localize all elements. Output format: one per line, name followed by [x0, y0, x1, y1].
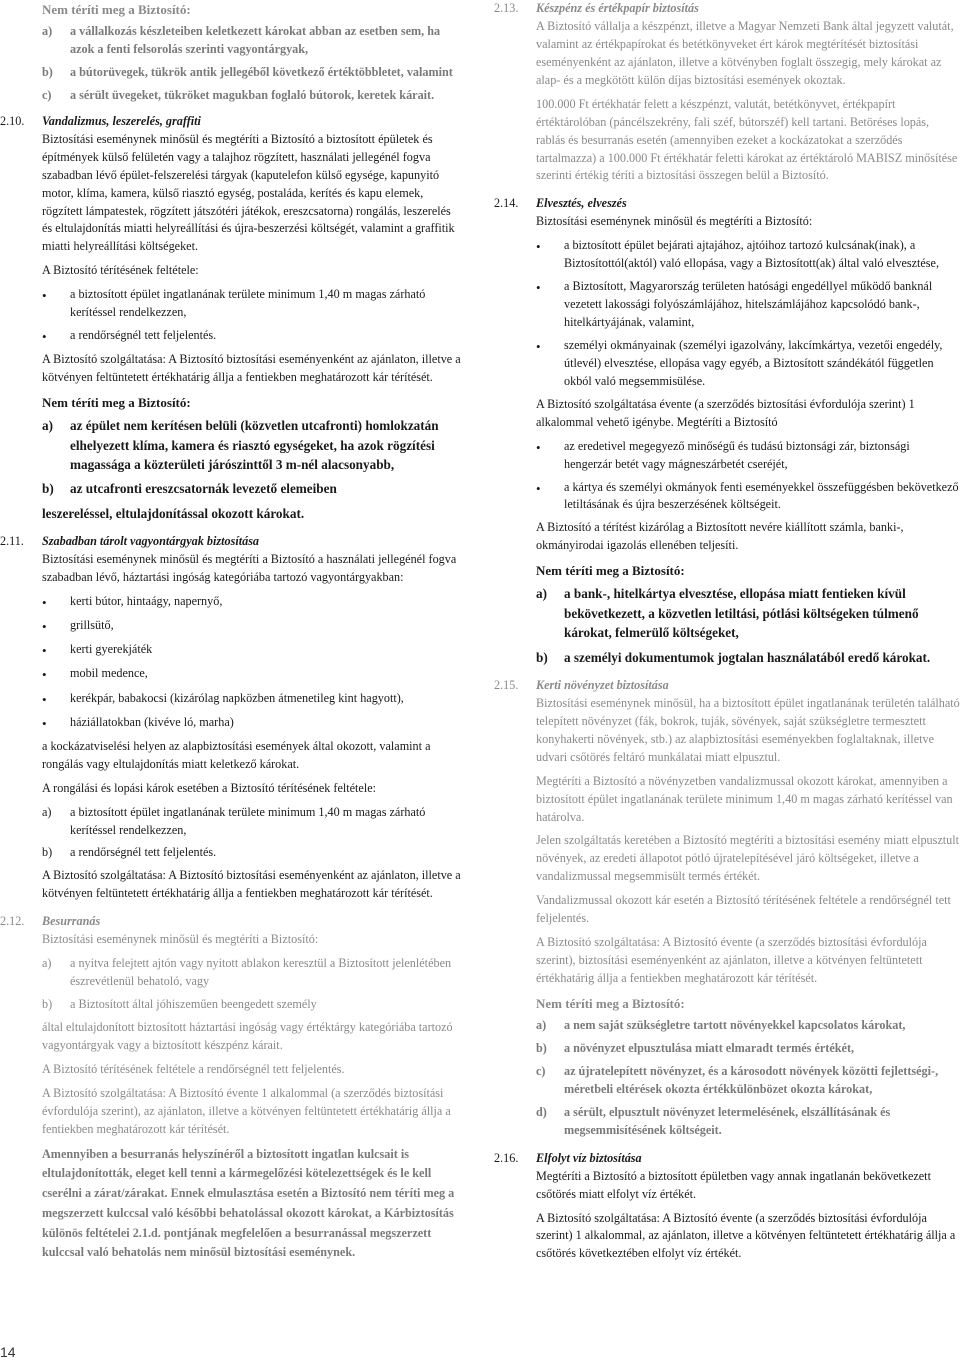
right-column	[494, 0, 960, 1269]
bullet-icon: •	[536, 280, 541, 296]
item-marker: b)	[42, 64, 53, 79]
bullet-item	[42, 690, 462, 709]
paragraph: A Biztosító szolgáltatása: A Biztosító biztosítási eseményenként az ajánlaton, illetve a kötvényen feltüntetett értékhatárig állja a fentiekben meghatározott kár térítését.	[42, 352, 461, 385]
section-number: 2.13.	[494, 1, 519, 15]
item-text: a bútorüvegek, tükrök antik jellegéből következő értéktöbbletet, valamint	[70, 64, 453, 79]
bullet-item	[536, 237, 960, 273]
item-marker: a)	[42, 24, 53, 39]
exclusion-heading: Nem téríti meg a Biztosító:	[42, 395, 191, 411]
paragraph: Jelen szolgáltatás keretében a Biztosító megtéríti a biztosítási esemény miatt elpusztult növények, az eredeti állapotot pótló újratelepítésével járó költségeket, illetve a vandalizmussal megsemmisült termés értékét.	[536, 833, 960, 884]
bullet-icon: •	[42, 329, 47, 345]
item-marker: a)	[536, 586, 547, 602]
item-marker: a)	[42, 418, 53, 434]
bullet-item	[42, 286, 462, 322]
item-marker: b)	[42, 845, 53, 860]
bullet-icon: •	[536, 338, 541, 354]
item-marker: a)	[42, 956, 52, 971]
section-title: Elvesztés, elveszés	[536, 196, 627, 211]
item-text: a biztosított épület ingatlanának területe minimum 1,40 m magas zárható kerítéssel rendelkezzen,	[70, 287, 426, 320]
list-item	[42, 804, 462, 840]
list-item	[42, 23, 462, 59]
section-title: Besurranás	[42, 914, 101, 929]
bullet-item	[42, 665, 462, 684]
bullet-icon: •	[536, 239, 541, 255]
list-item	[536, 1104, 960, 1140]
item-text: kerti gyerekjáték	[70, 642, 153, 657]
item-marker: b)	[42, 997, 53, 1012]
paragraph: A Biztosító a térítést kizárólag a Biztosított nevére kiállított számla, banki-, okmányirodai igazolás ellenében teljesíti.	[536, 520, 904, 553]
list-item	[42, 479, 462, 498]
section-heading	[494, 0, 960, 18]
item-text: a Biztosított által jóhiszeműen beengedett személy	[70, 997, 317, 1012]
item-text: a nem saját szükségletre tartott növényekkel kapcsolatos károkat,	[564, 1018, 906, 1033]
item-text: a nyitva felejtett ajtón vagy nyitott ablakon keresztül a Biztosított jelenlétében észrevétlenül behatoló, vagy	[70, 956, 452, 989]
section-heading	[0, 113, 462, 131]
paragraph: által eltulajdonított biztosított háztartási ingóság vagy értéktárgy kategóriába tartozó vagyontárgyak vagy a biztosított készpénz kárait.	[42, 1019, 453, 1052]
list-item	[536, 648, 960, 667]
paragraph: leszereléssel, eltulajdonítással okozott károkat.	[42, 505, 305, 521]
section-number: 2.15.	[494, 677, 519, 692]
item-marker: d)	[536, 1104, 547, 1119]
bullet-item	[536, 438, 960, 474]
item-text: az épület nem kerítésen belüli (közvetlen utcafronti) homlokzatán elhelyezett klíma, kamera és riasztó egységeket, ha azok rögzítési magassága a közterületi járószinttől 3 m-nél alacsonyabb,	[70, 418, 439, 473]
paragraph: A Biztosító térítésének feltétele a rendőrségnél tett feljelentés.	[42, 1061, 345, 1076]
bullet-item	[536, 479, 960, 515]
item-text: az újratelepített növényzet, és a károsodott növények közötti fejlettségi-, méretbeli eltérések okozta értékkülönbözet okozta károkat,	[564, 1063, 939, 1096]
item-text: a Biztosított, Magyarország területen hatósági engedéllyel működő banknál vezetett lakossági folyószámlájához, hitelszámlájához kapcsolódó bank-, hitelkártyájának, valamint,	[564, 279, 933, 329]
exclusion-heading: Nem téríti meg a Biztosító:	[536, 563, 685, 579]
item-marker: b)	[536, 649, 548, 665]
bullet-icon: •	[42, 288, 47, 304]
item-text: a rendőrségnél tett feljelentés.	[70, 328, 217, 343]
intro-block	[0, 0, 462, 105]
item-text: a növényzet elpusztulása miatt elmaradt termés értékét,	[564, 1041, 855, 1056]
item-text: a személyi dokumentumok jogtalan használatából eredő károkat.	[564, 649, 931, 665]
item-text: grillsütő,	[70, 618, 114, 633]
list-item	[42, 844, 462, 862]
item-text: mobil medence,	[70, 666, 148, 681]
paragraph: 100.000 Ft értékhatár felett a készpénzt, valutát, betétkönyvet, értékpapírt értéktárolóban (páncélszekrény, fali széf, bútorszéf) kell tartani. Betöréses lopás, rablás és besurranás esetén (amennyiben ezeket a kockázatokat a szerződés tartalmazza) a 100.000 Ft értékhatár feletti károkat az értéktároló MABISZ minősítése szerinti értékig téríti a biztosítási összegen belül a Biztosító.	[536, 96, 958, 183]
paragraph: Amennyiben a besurranás helyszínéről a biztosított ingatlan kulcsait is eltulajdonították, eleget kell tenni a kármegelőzési kötelezettségek és le kell cserélni a zárat/zárakat. Ennek elmulasztása esetén a Biztosító nem téríti meg a megszerzett kulccsal való későbbi behatolással okozott károkat, a Kárbiztosítás különös feltételei 2.1.d. pontjának megfelelően a besurranással megszerzett kulccsal való behatolás nem minősül biztosítási eseménynek.	[42, 1146, 455, 1260]
paragraph: a kockázatviselési helyen az alapbiztosítási események által okozott, valamint a rongálás vagy eltulajdonítás miatt keletkező károkat.	[42, 738, 431, 771]
section-heading	[0, 533, 462, 551]
item-marker: c)	[536, 1063, 546, 1078]
item-text: háziállatokban (kivéve ló, marha)	[70, 714, 234, 729]
item-text: a rendőrségnél tett feljelentés.	[70, 845, 217, 860]
section-title: Vandalizmus, leszerelés, graffiti	[42, 113, 201, 128]
bullet-item	[42, 593, 462, 612]
section-title: Szabadban tárolt vagyontárgyak biztosítása	[42, 534, 260, 549]
item-marker: b)	[536, 1041, 547, 1056]
item-text: a sérült, elpusztult növényzet letermelésének, elszállításának és megsemmisítésének költségeit.	[564, 1104, 891, 1137]
item-text: az eredetivel megegyező minőségű és tudású biztonsági zár, biztonsági hengerzár betét vagy mágneszárbetét cseréjét,	[564, 438, 910, 471]
paragraph: Biztosítási eseménynek minősül, ha a biztosított épület ingatlanának területén található telepített növényzet (fák, bokrok, tuják, sövények, saját szükségletre termesztett konyhakerti növények, stb.) az alapbiztosítási eseményekben foglaltaknak, illetve udvari csőtörés feltáró munkálatai miatt elpusztul.	[536, 695, 960, 764]
bullet-icon: •	[42, 619, 47, 635]
section-heading	[494, 195, 960, 213]
item-text: a biztosított épület ingatlanának területe minimum 1,40 m magas zárható kerítéssel rendelkezzen,	[70, 804, 426, 837]
section-number: 2.11.	[0, 534, 24, 549]
section-heading	[494, 1150, 960, 1168]
bullet-icon: •	[42, 595, 47, 611]
paragraph: A Biztosító szolgáltatása: A Biztosító évente (a szerződés biztosítási évfordulója szerint) 1 alkalommal, az ajánlaton, illetve a kötvényen feltüntetett értékhatárig állja a csőtörés következtében elfolyt víz értékét.	[536, 1210, 956, 1261]
item-text: a kártya és személyi okmányok fenti eseményekkel összefüggésben bekövetkező letiltásának és újra beszerzésének költségeit.	[564, 479, 959, 512]
item-text: kerti bútor, hintaágy, napernyő,	[70, 594, 223, 609]
bullet-item	[536, 337, 960, 391]
paragraph: Biztosítási eseménynek minősül és megtéríti a Biztosító a biztosított épületek és építmények külső felületén vagy a talajhoz rögzített, használati jellegénél fogva szabadban lévő épület-felszerelési tárgyak (kaputelefon külső egysége, kapunyitó motor, klíma, kamera, külső riasztó egység, postaláda, kerítés és kapu elemek, rögzített lámpatestek, rögzített játszótéri játékok, ereszcsatorna) rongálás, leszerelés és eltulajdonítás miatti helyreállítási és újra-beszerzési költségét, valamint a graffitik miatti helyreállítási költségeket.	[42, 131, 455, 254]
item-text: a vállalkozás készleteiben keletkezett károkat abban az esetben sem, ha azok a fenti felsorolás szerinti vagyontárgyak,	[70, 24, 441, 57]
section-number: 2.12.	[0, 914, 25, 929]
intro-heading: Nem téríti meg a Biztosító:	[42, 2, 191, 17]
list-item	[536, 584, 960, 642]
section-title: Elfolyt víz biztosítása	[536, 1150, 642, 1165]
exclusion-heading: Nem téríti meg a Biztosító:	[536, 995, 685, 1011]
section-title: Készpénz és értékpapír biztosítás	[536, 1, 699, 15]
bullet-item	[42, 641, 462, 660]
bullet-item	[536, 278, 960, 332]
paragraph: Biztosítási eseménynek minősül és megtéríti a Biztosító:	[42, 932, 319, 947]
list-item	[42, 87, 462, 105]
left-column	[0, 0, 462, 1269]
page-number: 14	[0, 1344, 16, 1360]
item-marker: b)	[42, 481, 54, 497]
paragraph: Vandalizmussal okozott kár esetén a Biztosító térítésének feltétele a rendőrségnél tett feljelentés.	[536, 893, 951, 926]
list-item	[536, 1063, 960, 1099]
item-text: a biztosított épület bejárati ajtajához, ajtóihoz tartozó kulcsának(inak), a Biztosítottól(aktól) való ellopása, vagy a Biztosított(ak) által való elvesztése,	[564, 238, 939, 271]
paragraph: A Biztosító szolgáltatása: A Biztosító biztosítási eseményenként az ajánlaton, illetve a kötvényen feltüntetett értékhatárig állja a fentiekben meghatározott kár térítését.	[42, 868, 461, 901]
paragraph: A Biztosító szolgáltatása: A Biztosító évente 1 alkalommal (a szerződés biztosítási évfordulója szerint), az ajánlaton, illetve a kötvényen feltüntetett értékhatárig állja a fentiekben meghatározott kár térítését.	[42, 1085, 451, 1136]
section-title: Kerti növényzet biztosítása	[536, 677, 669, 692]
bullet-icon: •	[42, 715, 47, 731]
section-heading	[0, 913, 462, 931]
bullet-icon: •	[536, 439, 541, 455]
section-number: 2.16.	[494, 1150, 519, 1165]
item-text: az utcafronti ereszcsatornák levezető elemeiben	[70, 481, 337, 497]
bullet-icon: •	[536, 480, 541, 496]
paragraph: A rongálási és lopási károk esetében a Biztosító térítésének feltétele:	[42, 780, 377, 795]
bullet-item	[42, 714, 462, 733]
paragraph: A Biztosító szolgáltatása: A Biztosító évente (a szerződés biztosítási évfordulója szerint), biztosítási eseményenként az ajánlaton, illetve a kötvényen feltüntetett értékhatárig állja a fentiekben meghatározott kár térítését.	[536, 935, 927, 986]
list-item	[42, 996, 462, 1014]
item-marker: a)	[536, 1018, 547, 1033]
paragraph: Biztosítási eseménynek minősül és megtéríti a Biztosító a használati jellegénél fogva szabadban lévő, háztartási ingóság kategóriába tartozó vagyontárgyakban:	[42, 552, 457, 585]
item-text: személyi okmányainak (személyi igazolvány, lakcímkártya, vezetői engedély, útlevél) elvesztése, ellopása vagy egyéb, a Biztosított szándékától független okból való megsemmisülése.	[564, 337, 943, 388]
item-marker: c)	[42, 87, 52, 102]
paragraph: A Biztosító térítésének feltétele:	[42, 263, 199, 278]
item-marker: a)	[42, 804, 52, 819]
item-text: kerékpár, babakocsi (kizárólag napközben átmenetileg kint hagyott),	[70, 690, 404, 705]
section-heading	[494, 677, 960, 695]
section-number: 2.10.	[0, 113, 25, 128]
list-item	[42, 64, 462, 82]
item-text: a sérült üvegeket, tükröket magukban foglaló bútorok, keretek kárait.	[70, 87, 435, 102]
paragraph: A Biztosító vállalja a készpénzt, illetve a Magyar Nemzeti Bank által jegyzett valutát, valamint az értékpapírokat és betétkönyveket ért károk megtérítését biztosítási eseményenként az ajánlaton, illetve a kötvényben foglalt összegig, mely károkat az alap- és a megkötött külön díjas biztosítási események okoztak.	[536, 18, 954, 87]
list-item	[42, 955, 462, 991]
list-item	[536, 1017, 960, 1035]
bullet-item	[42, 617, 462, 636]
item-text: a bank-, hitelkártya elvesztése, ellopása miatt fentieken kívül bekövetkezett, a közvetlen letiltási, pótlási költségeken túlmenő károkat, felmerülő költségeket,	[564, 586, 919, 641]
list-item	[42, 416, 462, 474]
paragraph: Megtéríti a Biztosító a biztosított épületben vagy annak ingatlanán bekövetkezett csőtörés miatt elfolyt víz értékét.	[536, 1168, 931, 1201]
bullet-item	[42, 327, 462, 346]
paragraph: Biztosítási eseménynek minősül és megtéríti a Biztosító:	[536, 214, 813, 229]
bullet-icon: •	[42, 667, 47, 683]
list-item	[536, 1040, 960, 1058]
section-number: 2.14.	[494, 196, 519, 211]
paragraph: Megtéríti a Biztosító a növényzetben vandalizmussal okozott károkat, amennyiben a biztosított épület ingatlanának területe minimum 1,40 m magas zárható kerítéssel van határolva.	[536, 773, 953, 824]
bullet-icon: •	[42, 691, 47, 707]
paragraph: A Biztosító szolgáltatása évente (a szerződés biztosítási évfordulója szerint) 1 alkalommal vehető igénybe. Megtéríti a Biztosító	[536, 396, 915, 429]
bullet-icon: •	[42, 643, 47, 659]
